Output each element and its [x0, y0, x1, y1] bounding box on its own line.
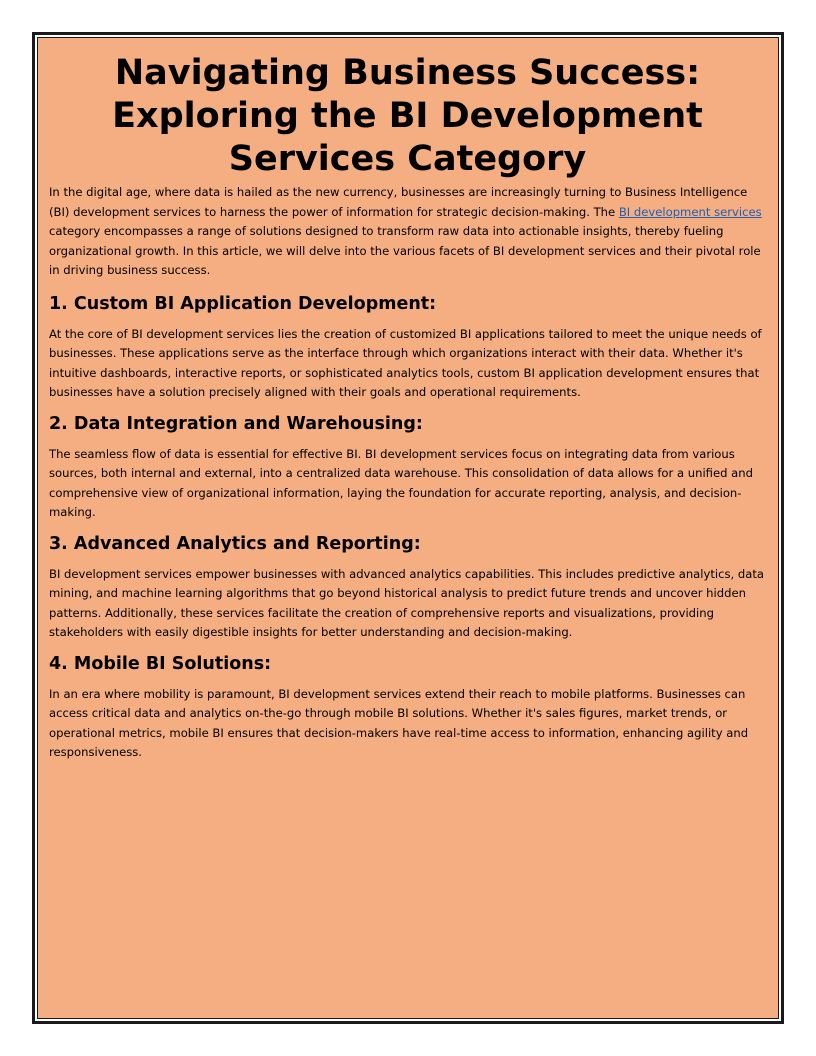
section-body-data-integration: The seamless flow of data is essential for effective BI. BI development services focus on integrating data from various sources, both internal and external, into a centralized data warehouse. This consolidation of data allows for a unified and comprehensive view of organizational information, laying the foundation for accurate reporting, analysis, and decision-making.	[49, 446, 753, 519]
page-frame	[32, 32, 784, 1024]
document-title: Navigating Business Success: Exploring the BI Development Services Category	[112, 53, 703, 179]
intro-text-before-link: In the digital age, where data is hailed as the new currency, businesses are increasingly turning to Business Intelligence (BI) development services to harness the power of information for strategic decision-making. The	[49, 185, 748, 219]
section-heading-advanced-analytics: 3. Advanced Analytics and Reporting:	[49, 533, 421, 554]
section-heading-data-integration: 2. Data Integration and Warehousing:	[49, 413, 423, 434]
bi-development-services-link[interactable]: BI development services	[618, 204, 762, 219]
intro-paragraph	[49, 183, 766, 281]
page-content	[37, 37, 779, 1019]
intro-text-after-link: category encompasses a range of solutions designed to transform raw data into actionable insights, thereby fueling organizational growth. In this article, we will delve into the various facets of BI development services and their pivotal role in driving business success.	[49, 224, 761, 277]
section-heading-custom-bi: 1. Custom BI Application Development:	[49, 293, 437, 314]
section-heading-mobile-bi: 4. Mobile BI Solutions:	[49, 653, 272, 674]
section-body-custom-bi: At the core of BI development services lies the creation of customized BI applications tailored to meet the unique needs of businesses. These applications serve as the interface through which organizations interact with their data. Whether it's intuitive dashboards, interactive reports, or sophisticated analytics tools, custom BI application development ensures that businesses have a solution precisely aligned with their goals and operational requirements.	[49, 326, 762, 399]
section-body-advanced-analytics: BI development services empower businesses with advanced analytics capabilities. This includes predictive analytics, data mining, and machine learning algorithms that go beyond historical analysis to predict future trends and uncover hidden patterns. Additionally, these services facilitate the creation of comprehensive reports and visualizations, providing stakeholders with easily digestible insights for better understanding and decision-making.	[49, 566, 765, 639]
section-body-mobile-bi: In an era where mobility is paramount, BI development services extend their reach to mobile platforms. Businesses can access critical data and analytics on-the-go through mobile BI solutions. Whether it's sales figures, market trends, or operational metrics, mobile BI ensures that decision-makers have real-time access to information, enhancing agility and responsiveness.	[49, 686, 749, 759]
